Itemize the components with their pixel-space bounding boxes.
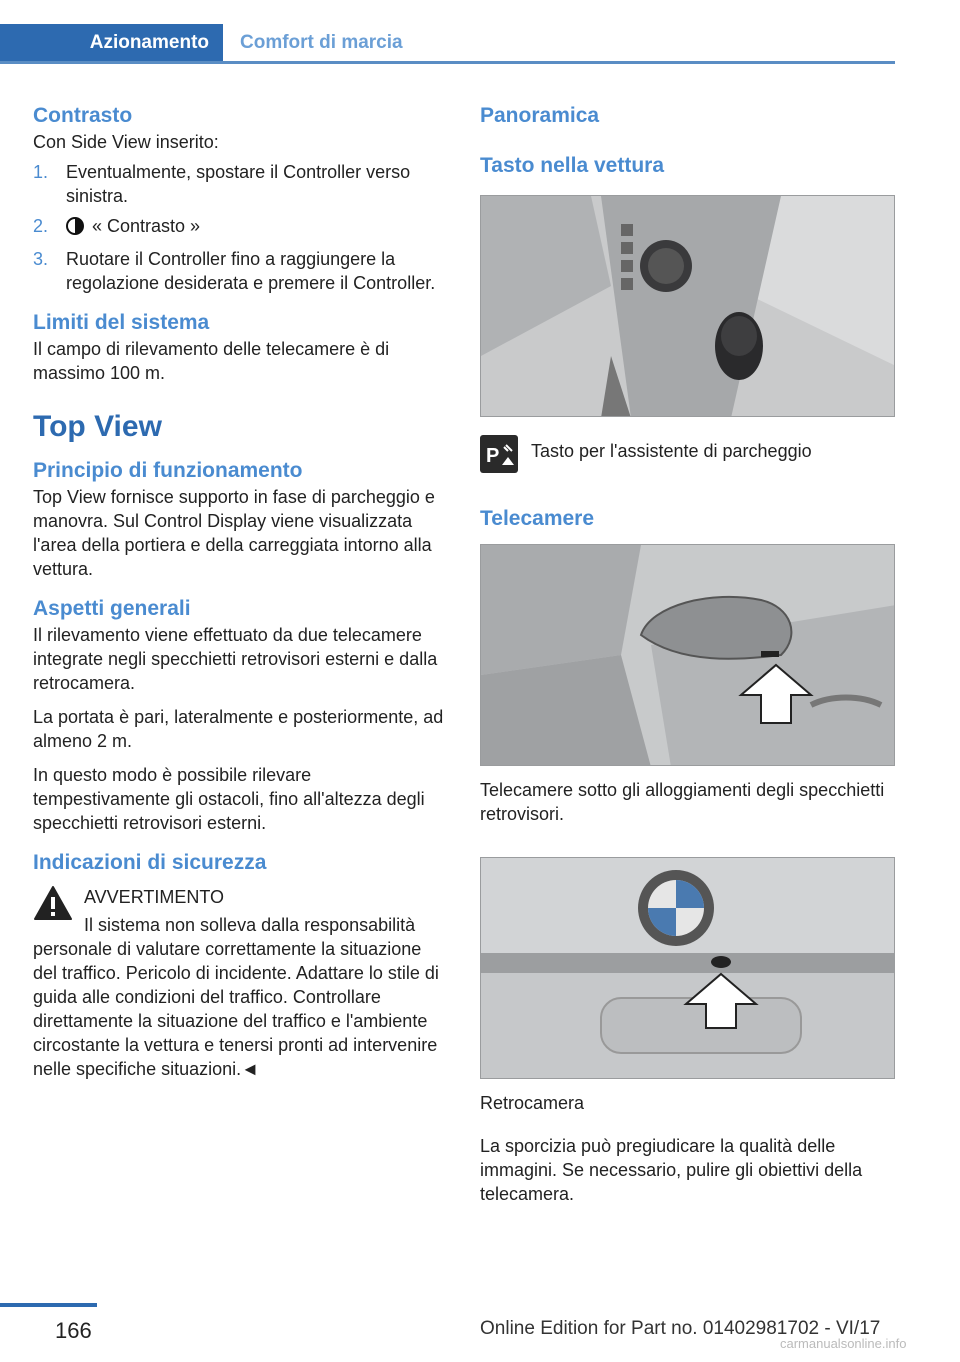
right-column xyxy=(480,100,895,1206)
warning-block xyxy=(33,885,448,1081)
contrasto-intro: Con Side View inserito: xyxy=(33,132,219,152)
page-number: 166 xyxy=(55,1318,92,1343)
end-mark: ◄ xyxy=(241,1059,259,1079)
principio-text: Top View fornisce supporto in fase di parcheggio e manovra. Sul Control Display viene visualizzata l'area della portiera e della carreggiata intorno alla vettura. xyxy=(33,487,435,579)
heading-principio: Principio di funzionamento xyxy=(33,459,303,482)
watermark: carmanualsonline.info xyxy=(780,1336,907,1351)
aspetti-p1: Il rilevamento viene effettuato da due telecamere integrate negli specchietti retrovisori esterni e dalla retrocamera. xyxy=(33,625,438,693)
heading-top-view: Top View xyxy=(33,410,162,443)
heading-telecamere: Telecamere xyxy=(480,507,595,530)
left-column xyxy=(33,100,448,1081)
image-side-mirror xyxy=(480,544,895,766)
heading-tasto: Tasto nella vettura xyxy=(480,154,664,177)
heading-sicurezza: Indicazioni di sicurezza xyxy=(33,851,267,874)
image-rear-camera xyxy=(480,857,895,1079)
tab-azionamento[interactable]: Azionamento xyxy=(0,24,223,61)
warning-label: AVVERTIMENTO xyxy=(84,887,225,907)
contrast-icon xyxy=(66,217,84,241)
heading-aspetti: Aspetti generali xyxy=(33,597,191,620)
warning-text-wrap xyxy=(33,913,448,1081)
list-item xyxy=(33,160,448,208)
list-item xyxy=(33,214,448,241)
heading-contrasto: Contrasto xyxy=(33,104,133,127)
heading-panoramica: Panoramica xyxy=(480,104,600,127)
footer-accent-bar xyxy=(0,1303,97,1307)
warning-text: Il sistema non solleva dalla responsabilità personale di valutare correttamente la situazione del traffico. Pericolo di incidente. Adattare lo stile di guida alle condizioni del traffico. Controllare direttamente la situazione del traffico e l'ambiente circostante la vettura e tenersi pronti ad intervenire nelle specifiche situazioni. xyxy=(33,915,439,1079)
tasto-caption-row xyxy=(480,435,895,473)
header-tabs xyxy=(0,24,895,64)
sporcizia-text: La sporcizia può pregiudicare la qualità delle immagini. Se necessario, pulire gli obiettivi della telecamera. xyxy=(480,1136,863,1204)
tasto-caption: Tasto per l'assistente di parcheggio xyxy=(531,441,812,461)
limiti-text: Il campo di rilevamento delle telecamere è di massimo 100 m. xyxy=(33,339,390,383)
telecamere-caption: Telecamere sotto gli alloggiamenti degli specchietti retrovisori. xyxy=(480,780,885,824)
edition-text: Online Edition for Part no. 01402981702 - VI/17 xyxy=(480,1318,881,1339)
svg-text:P: P xyxy=(486,445,500,467)
tab-comfort[interactable]: Comfort di marcia xyxy=(240,32,403,53)
step-number: 2. xyxy=(33,216,49,236)
step-number: 3. xyxy=(33,249,49,269)
steps-list xyxy=(33,160,448,295)
step-number: 1. xyxy=(33,162,49,182)
list-item xyxy=(33,247,448,295)
step-text: « Contrasto » xyxy=(92,216,201,236)
retro-caption: Retrocamera xyxy=(480,1093,585,1113)
aspetti-p3: In questo modo è possibile rilevare tempestivamente gli ostacoli, fino all'altezza degli specchietti retrovisori esterni. xyxy=(33,765,425,833)
image-console xyxy=(480,195,895,417)
heading-limiti: Limiti del sistema xyxy=(33,311,210,334)
warning-icon xyxy=(33,885,73,927)
aspetti-p2: La portata è pari, lateralmente e posteriormente, ad almeno 2 m. xyxy=(33,707,444,751)
park-assist-icon xyxy=(480,435,518,473)
step-text: Ruotare il Controller fino a raggiungere la regolazione desiderata e premere il Controller. xyxy=(66,249,436,293)
step-text: Eventualmente, spostare il Controller verso sinistra. xyxy=(66,162,411,206)
